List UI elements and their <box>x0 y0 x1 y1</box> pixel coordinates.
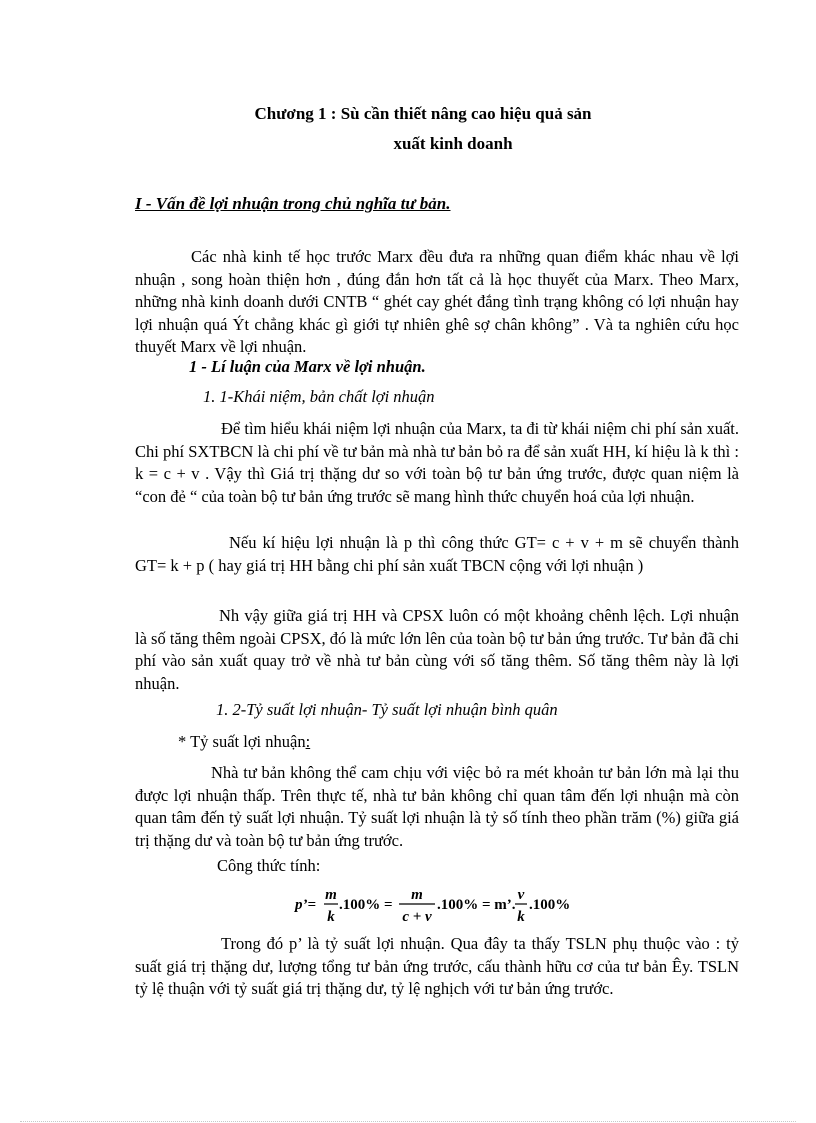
page-bottom-divider <box>20 1121 796 1122</box>
subsection-1-2-title: 1. 2-Tỷ suất lợi nhuận- Tỷ suất lợi nhuận bình quân <box>216 700 558 719</box>
formula-fraction1-num: m <box>325 887 337 903</box>
paragraph-dependence: Trong đó p’ là tỷ suất lợi nhuận. Qua đây ta thấy TSLN phụ thuộc vào : tỷ suất giá trị thặng dư, lượng tổng tư bản ứng trước, cấu thành hữu cơ của tư bản Êy. TSLN tỷ lệ thuận với tỷ suất giá trị thặng dư, tỷ lệ nghịch với tư bản ứng trước. <box>135 934 739 998</box>
subsection-heading: 1 - Lí luận của Marx về lợi nhuận. <box>189 357 426 376</box>
formula-fraction3-num: v <box>517 887 525 903</box>
formula-lhs: p’= <box>295 897 317 913</box>
paragraph-difference: Nh vậy giữa giá trị HH và CPSX luôn có một khoảng chênh lệch. Lợi nhuận là số tăng thêm ngoài CPSX, đó là mức lớn lên của toàn bộ tư bản ứng trước. Tư bản đã chi phí vào sản xuất quay trở về nhà tư bản cùng với số tăng thêm. Số tăng thêm này là lợi nhuận. <box>135 606 739 693</box>
formula-term1: .100% = <box>339 897 393 913</box>
formula-term2: .100% = m’. <box>437 897 516 913</box>
paragraph-rate: Nhà tư bản không thể cam chịu với việc bỏ ra mét khoản tư bản lớn mà lại thu được lợi nhuận thấp. Trên thực tế, nhà tư bản không chỉ quan tâm đến lợi nhuận mà còn quan tâm đến tỷ suất lợi nhuận. Tỷ suất lợi nhuận là tỷ số tính theo phần trăm (%) giữa giá trị thặng dư và toàn bộ tư bản ứng trước. <box>135 763 739 850</box>
formula-fraction2-den: c + v <box>402 909 432 925</box>
profit-rate-formula <box>293 885 583 925</box>
formula-term3: .100% <box>529 897 571 913</box>
section-heading: I - Vấn đề lợi nhuận trong chủ nghĩa tư bản. <box>135 194 451 213</box>
subsection-1-1-title: 1. 1-Khái niệm, bản chất lợi nhuận <box>203 387 435 406</box>
chapter-title-line2: xuất kinh doanh <box>393 134 513 153</box>
paragraph-definition: Để tìm hiểu khái niệm lợi nhuận của Marx, ta đi từ khái niệm chi phí sản xuất. Chi phí SXTBCN là chi phí về tư bản mà nhà tư bản bỏ ra để sản xuất HH, kí hiệu là k thì : k = c + v . Vậy thì Giá trị thặng dư so với toàn bộ tư bản ứng trước, được quan niệm là “con đẻ “ của toàn bộ tư bản ứng trước sẽ mang hình thức chuyển hoá của lợi nhuận. <box>135 419 739 506</box>
rate-label-text: * Tỷ suất lợi nhuận <box>178 732 306 751</box>
formula-fraction2-num: m <box>411 887 423 903</box>
formula-fraction1-den: k <box>327 909 335 925</box>
formula-label: Công thức tính: <box>217 856 321 875</box>
formula-fraction3-den: k <box>517 909 525 925</box>
chapter-title-line1: Chương 1 : Sù cần thiết nâng cao hiệu quả sản <box>254 104 592 123</box>
rate-label-colon: : <box>305 732 311 751</box>
paragraph-formula-gt: Nếu kí hiệu lợi nhuận là p thì công thức GT= c + v + m sẽ chuyển thành GT= k + p ( hay giá trị HH bằng chi phí sản xuất TBCN cộng với lợi nhuận ) <box>135 533 739 575</box>
rate-label <box>178 732 310 752</box>
intro-paragraph: Các nhà kinh tế học trước Marx đều đưa ra những quan điểm khác nhau về lợi nhuận , song hoàn thiện hơn , đúng đắn hơn tất cả là học thuyết của Marx. Theo Marx, những nhà kinh doanh dưới CNTB “ ghét cay ghét đắng tình trạng không có lợi nhuận hay lợi nhuận quá Ýt chẳng khác gì giới tự nhiên ghê sợ chân không” . Và ta nghiên cứu học thuyết Marx về lợi nhuận. <box>135 247 739 356</box>
